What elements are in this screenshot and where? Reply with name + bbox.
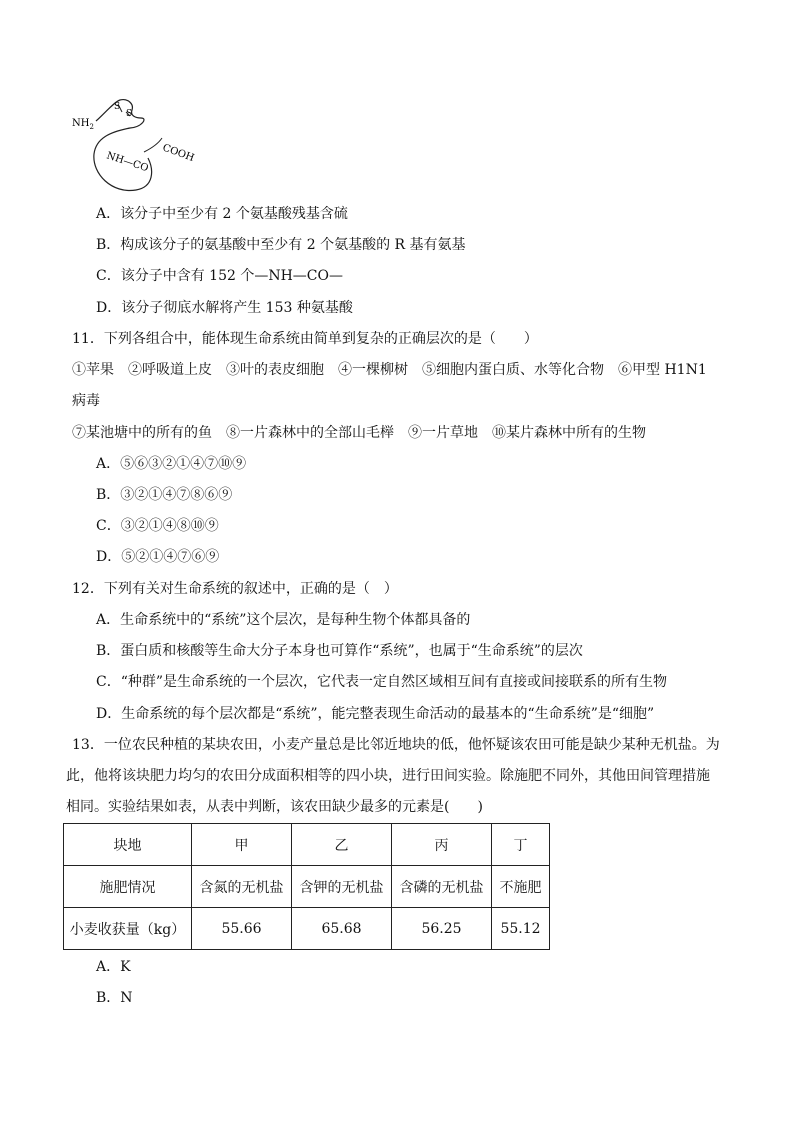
protein-structure-diagram: [66, 92, 206, 202]
q11-option-c: C．③②①④⑧⑩⑨: [96, 518, 219, 534]
peptide-chain-curve: [94, 100, 152, 191]
table-header-cell: 乙: [292, 824, 392, 866]
peptide-bond-label: NH—CO: [105, 150, 150, 175]
fertilizer-results-table: [63, 823, 550, 950]
q13-stem-line-3: 相同。实验结果如表，从表中判断，该农田缺少最多的元素是( ): [66, 799, 483, 815]
q10-option-c: C．该分子中含有 152 个—NH—CO—: [96, 268, 343, 284]
table-cell: 小麦收获量（kg）: [64, 908, 192, 950]
table-cell: 含氮的无机盐: [192, 866, 292, 908]
sulfur-label-1: S: [114, 102, 121, 112]
table-header-cell: 块地: [64, 824, 192, 866]
table-row: [64, 908, 550, 950]
table-cell: 56.25: [392, 908, 492, 950]
q13-stem-line-2: 此，他将该块肥力均匀的农田分成面积相等的四小块，进行田间实验。除施肥不同外，其他田间管理措施: [66, 768, 710, 784]
sulfur-label-2: S: [126, 109, 133, 119]
table-cell: 55.66: [192, 908, 292, 950]
table-header-cell: 甲: [192, 824, 292, 866]
q12-option-a: A．生命系统中的“系统”这个层次，是每种生物个体都具备的: [96, 612, 471, 628]
table-cell: 含磷的无机盐: [392, 866, 492, 908]
table-row: [64, 866, 550, 908]
q13-option-a: A．K: [96, 959, 131, 975]
q10-option-b: B．构成该分子的氨基酸中至少有 2 个氨基酸的 R 基有氨基: [96, 237, 466, 253]
table-header-cell: 丁: [492, 824, 550, 866]
q12-option-b: B．蛋白质和核酸等生命大分子本身也可算作“系统”，也属于“生命系统”的层次: [96, 643, 583, 659]
q10-option-d: D．该分子彻底水解将产生 153 种氨基酸: [96, 300, 353, 316]
chain-tail-line: [144, 138, 162, 152]
q11-items-line-1: ①苹果 ②呼吸道上皮 ③叶的表皮细胞 ④一棵柳树 ⑤细胞内蛋白质、水等化合物 ⑥甲型 H1N1: [72, 362, 707, 378]
q11-items-line-3: ⑦某池塘中的所有的鱼 ⑧一片森林中的全部山毛榉 ⑨一片草地 ⑩某片森林中所有的生物: [72, 425, 646, 441]
table-cell: 不施肥: [492, 866, 550, 908]
nh2-label: $NH_2$: [72, 118, 94, 131]
q12-option-c: C．“种群”是生命系统的一个层次，它代表一定自然区域相互间有直接或间接联系的所有生物: [96, 674, 668, 690]
table-header-row: [64, 824, 550, 866]
table-header-cell: 丙: [392, 824, 492, 866]
q10-option-a: A．该分子中至少有 2 个氨基酸残基含硫: [96, 206, 348, 222]
q11-option-b: B．③②①④⑦⑧⑥⑨: [96, 487, 233, 503]
table-cell: 施肥情况: [64, 866, 192, 908]
q12-stem: 12．下列有关对生命系统的叙述中，正确的是（ ）: [72, 581, 398, 597]
table-cell: 55.12: [492, 908, 550, 950]
cooh-label: COOH: [160, 142, 196, 165]
q11-option-d: D．⑤②①④⑦⑥⑨: [96, 549, 220, 565]
q13-option-b: B．N: [96, 990, 133, 1006]
q13-stem-line-1: 13．一位农民种植的某块农田，小麦产量总是比邻近地块的低，他怀疑该农田可能是缺少某种无机盐。为: [72, 737, 720, 753]
table-cell: 含钾的无机盐: [292, 866, 392, 908]
q12-option-d: D．生命系统的每个层次都是“系统”，能完整表现生命活动的最基本的“生命系统”是“细胞”: [96, 706, 655, 722]
q11-option-a: A．⑤⑥③②①④⑦⑩⑨: [96, 456, 247, 472]
q11-items-line-2: 病毒: [72, 393, 100, 409]
q11-stem: 11．下列各组合中，能体现生命系统由简单到复杂的正确层次的是（ ）: [72, 331, 538, 347]
table-cell: 65.68: [292, 908, 392, 950]
